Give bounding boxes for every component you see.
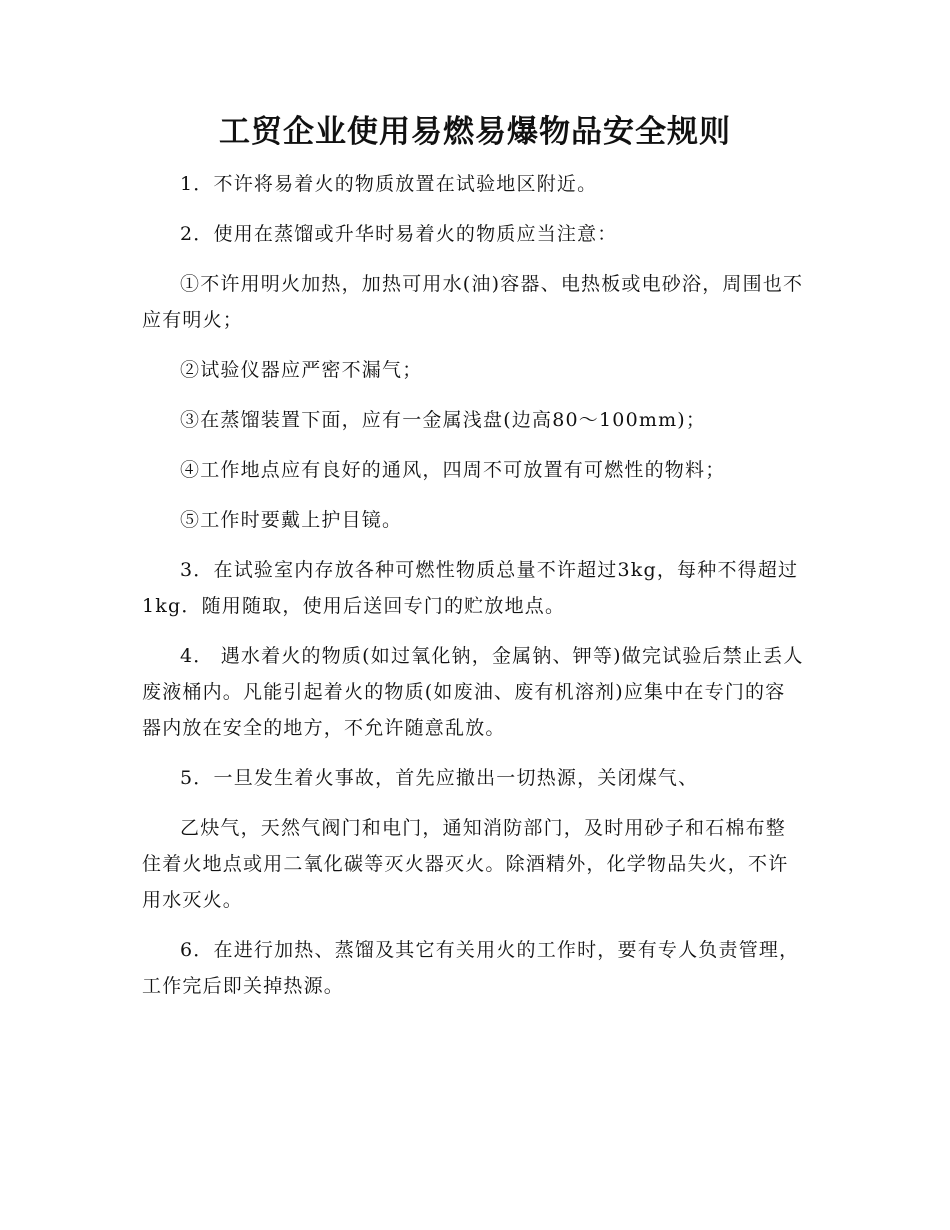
paragraph-rule-5-continued: 乙炔气，天然气阀门和电门，通知消防部门，及时用砂子和石棉布整住着火地点或用二氧化碳等灭火器灭火。除酒精外，化学物品失火，不许用水灭火。 [142, 817, 789, 911]
paragraph-rule-2-item-3: ③在蒸馏装置下面，应有一金属浅盘(边高80～100mm)； [180, 409, 707, 431]
document-title: 工贸企业使用易燃易爆物品安全规则 [219, 114, 731, 150]
paragraph-rule-1: 1．不许将易着火的物质放置在试验地区附近。 [180, 173, 598, 195]
paragraph-rule-3: 3．在试验室内存放各种可燃性物质总量不许超过3kg，每种不得超过1kg．随用随取，使用后送回专门的贮放地点。 [142, 559, 799, 617]
paragraph-rule-2-item-4: ④工作地点应有良好的通风，四周不可放置有可燃性的物料； [180, 459, 726, 481]
paragraph-rule-4: 4． 遇水着火的物质(如过氧化钠，金属钠、钾等)做完试验后禁止丢人废液桶内。凡能引起着火的物质(如废油、废有机溶剂)应集中在专门的容器内放在安全的地方，不允许随意乱放。 [142, 645, 804, 739]
paragraph-rule-2-item-2: ②试验仪器应严密不漏气； [180, 359, 423, 381]
paragraph-rule-6: 6．在进行加热、蒸馏及其它有关用火的工作时，要有专人负责管理，工作完后即关掉热源。 [142, 939, 800, 997]
paragraph-rule-2: 2．使用在蒸馏或升华时易着火的物质应当注意： [180, 223, 618, 245]
paragraph-rule-2-item-1: ①不许用明火加热，加热可用水(油)容器、电热板或电砂浴，周围也不应有明火； [142, 273, 804, 331]
paragraph-rule-2-item-5: ⑤工作时要戴上护目镜。 [180, 509, 403, 531]
document-body [142, 166, 804, 1018]
paragraph-rule-5: 5．一旦发生着火事故，首先应撤出一切热源，关闭煤气、 [180, 767, 699, 789]
